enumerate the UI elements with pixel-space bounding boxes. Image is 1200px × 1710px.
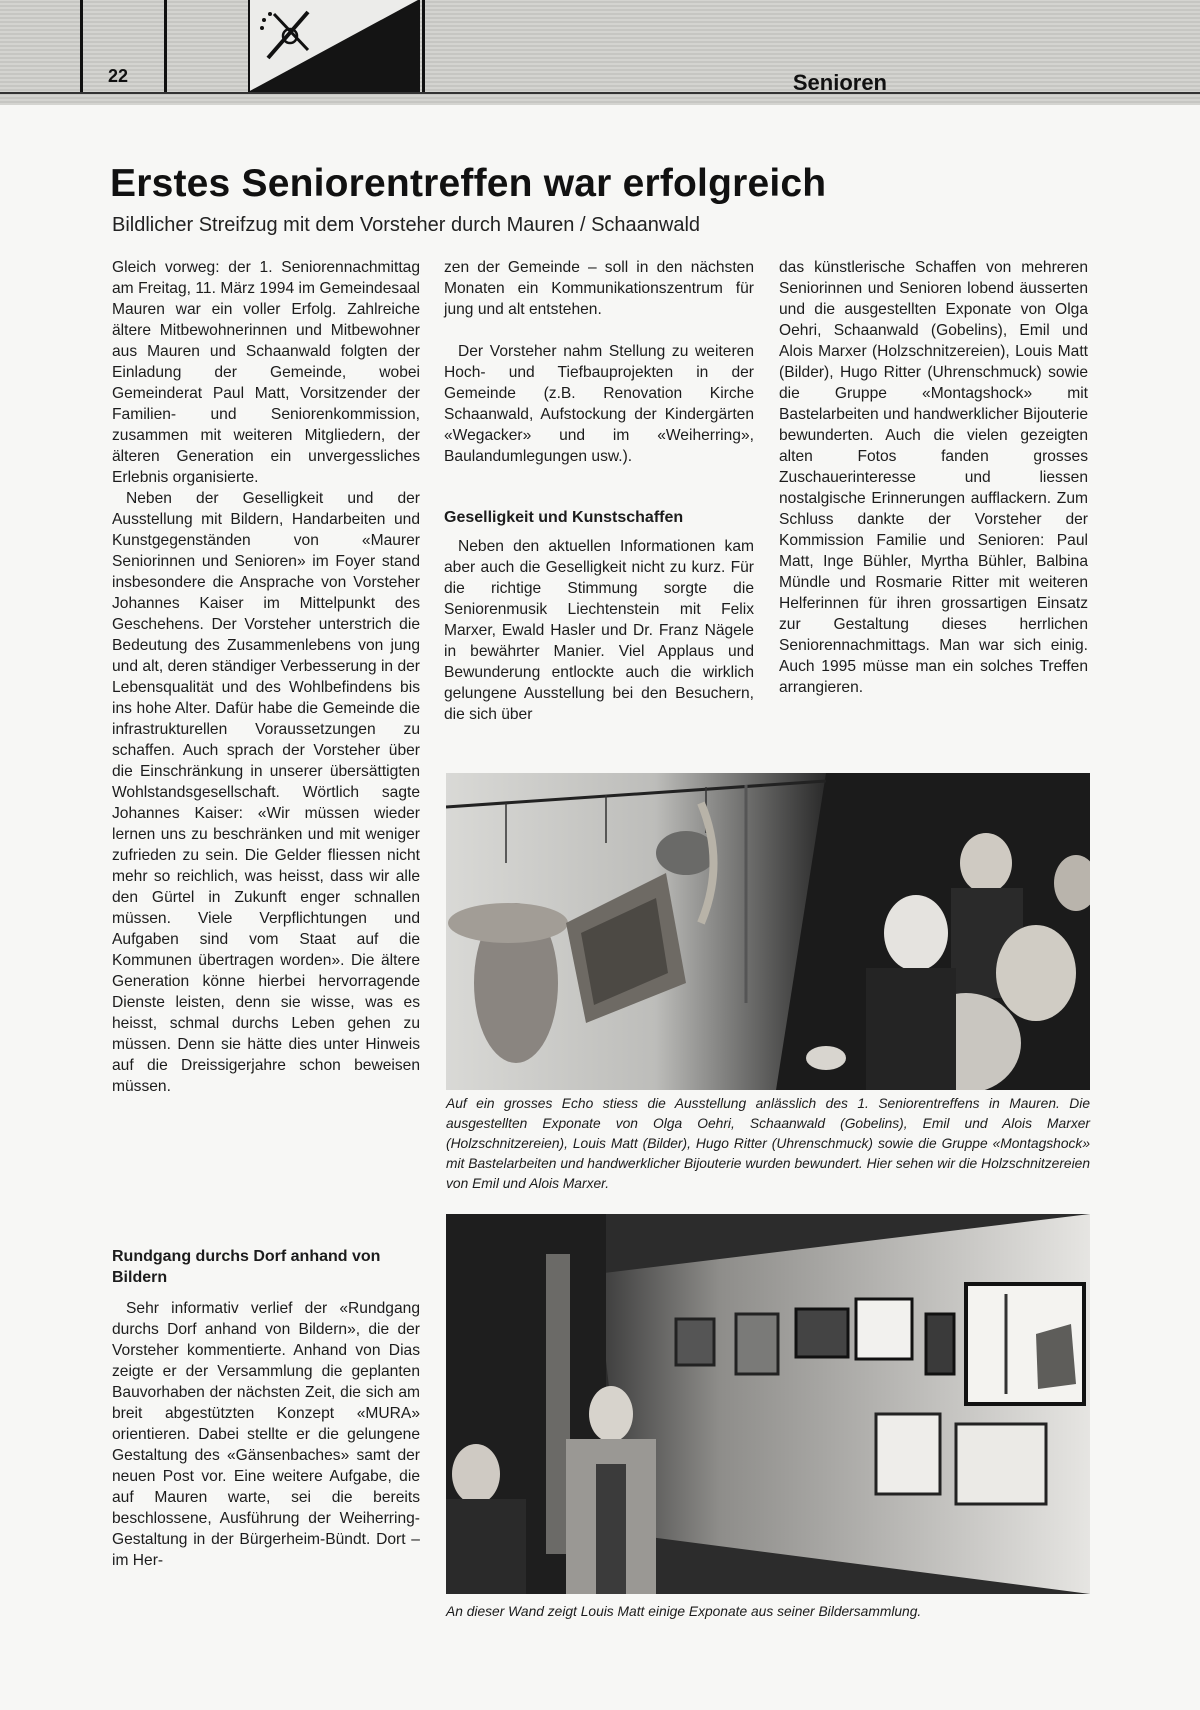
header-rule	[164, 0, 167, 92]
header-rule	[422, 0, 425, 92]
header-rule	[80, 0, 83, 92]
paragraph: Gleich vorweg: der 1. Seniorennachmittag am Freitag, 11. März 1994 im Gemeindesaal Mauren war ein voller Erfolg. Zahlreiche ältere Mitbewohnerinnen und Mitbewohner aus Mauren und Schaanwald folgten der Einladung der Gemeinde, wobei Gemeinderat Paul Matt, Vorsitzender der Familien- und Seniorenkommission, zusammen mit weiteren Mitgliedern, der älteren Generation ein unvergessliches Erlebnis organisierte.	[112, 259, 420, 486]
section-heading: Rundgang durchs Dorf anhand von Bildern	[112, 1248, 381, 1286]
paragraph: zen der Gemeinde – soll in den nächsten Monaten ein Kommunikationszentrum für jung und alt entstehen.	[444, 259, 754, 318]
article-column-1	[112, 257, 420, 1097]
section-heading: Geselligkeit und Kunstschaffen	[444, 509, 684, 526]
page-number: 22	[108, 66, 129, 86]
article-column-1-continued	[112, 1246, 420, 1571]
photo-wood-carvings-exhibition	[446, 773, 1090, 1090]
photo-caption: An dieser Wand zeigt Louis Matt einige Exponate aus seiner Bildersammlung.	[446, 1604, 922, 1619]
paragraph: Sehr informativ verlief der «Rundgang durchs Dorf anhand von Bildern», die der Vorsteher kommentierte. Anhand von Dias zeigte er der Versammlung die geplanten Bauvorhaben der nächsten Zeit, die sich am breit abgestützten Konzept «MURA» orientieren. Dabei stellte er die gelungene Gestaltung des «Gänsenbaches» samt der neuen Post vor. Eine weitere Aufgabe, die auf Mauren warte, sei die bereits beschlossene, Ausführung der Weiherring-Gestaltung in der Bürgerheim-Bündt. Dort – im Her-	[112, 1300, 420, 1569]
section-title: Senioren	[792, 70, 887, 95]
photo-paintings-wall	[446, 1214, 1090, 1594]
paragraph: Neben den aktuellen Informationen kam aber auch die Geselligkeit nicht zu kurz. Für die richtige Stimmung sorgte die Seniorenmusik Liechtenstein mit Felix Marxer, Ewald Hasler und Dr. Franz Nägele in bewährter Manier. Viel Applaus und Bewunderung entlockte auch die wirklich gelungene Ausstellung bei den Besuchern, die sich über	[444, 538, 754, 723]
article-column-2	[444, 257, 754, 725]
municipal-emblem-icon	[250, 0, 420, 92]
paragraph: Der Vorsteher nahm Stellung zu weiteren Hoch- und Tiefbauprojekten in der Gemeinde (z.B. Renovation Kirche Schaanwald, Aufstockung der Kindergärten «Wegacker» und im «Weiherring», Baulandumlegungen usw.).	[444, 343, 754, 465]
header-baseline	[0, 92, 1200, 94]
paragraph: Neben der Geselligkeit und der Ausstellung mit Bildern, Handarbeiten und Kunstgegenständen von «Maurer Seniorinnen und Senioren» im Foyer stand insbesondere die Ansprache von Vorsteher Johannes Kaiser im Mittelpunkt des Geschehens. Der Vorsteher unterstrich die Bedeutung des Zusammenlebens von jung und alt, deren ständiger Verbesserung in der Lebensqualität und des Wohlbefindens bis ins hohe Alter. Dafür habe die Gemeinde die infrastrukturellen Voraussetzungen zu schaffen. Auch sprach der Vorsteher über die Einschränkung in unserer übersättigten Wohlstandsgesellschaft. Wörtlich sagte Johannes Kaiser: «Wir müssen wieder lernen uns zu beschränken und mit weniger zufrieden zu sein. Die Gelder fliessen nicht mehr so reichlich, was heisst, dass wir alle den Gürtel in Zukunft enger schnallen müssen. Viele Verpflichtungen und Aufgaben sind vom Staat auf die Kommunen übertragen worden». Die ältere Generation könne hierbei hervorragende Dienste leisten, denn sie wisse, was es heisst, schmal durchs Leben gehen zu müssen. Denn sie hätte dies unter Hinweis auf die Dreissigerjahre schon beweisen müssen.	[112, 490, 420, 1095]
paragraph: das künstlerische Schaffen von mehreren Seniorinnen und Senioren lobend äusserten und die ausgestellten Exponate von Olga Oehri, Schaanwald (Gobelins), Emil und Alois Marxer (Holzschnitzereien), Louis Matt (Bilder), Hugo Ritter (Uhrenschmuck) sowie die Gruppe «Montagshock» mit Bastelarbeiten und handwerklicher Bijouterie bewunderten. Auch die vielen gezeigten alten Fotos fanden grosses Zuschauerinteresse und liessen nostalgische Erinnerungen aufflackern. Zum Schluss dankte der Vorsteher der Kommission Familie und Senioren: Paul Matt, Inge Bühler, Myrtha Bühler, Balbina Mündle und Rosmarie Ritter mit weiteren Helferinnen für ihren grossartigen Einsatz zur Gestaltung dieses herrlichen Seniorennachmittags. Man war sich einig. Auch 1995 müsse man ein solches Treffen arrangieren.	[779, 259, 1088, 696]
photo-caption: Auf ein grosses Echo stiess die Ausstellung anlässlich des 1. Seniorentreffens in Mauren. Die ausgestellten Exponate von Olga Oehri, Schaanwald (Gobelins), Emil und Alois Marxer (Holzschnitzereien), Louis Matt (Bilder), Hugo Ritter (Uhrenschmuck) sowie die Gruppe «Montagshock» mit Bastelarbeiten und handwerklicher Bijouterie wurden bewundert. Hier sehen wir die Holzschnitzereien von Emil und Alois Marxer.	[446, 1096, 1090, 1191]
header-band	[0, 0, 1200, 105]
article-headline: Erstes Seniorentreffen war erfolgreich	[110, 162, 827, 205]
article-subtitle: Bildlicher Streifzug mit dem Vorsteher durch Mauren / Schaanwald	[112, 214, 701, 236]
article-column-3	[779, 257, 1088, 698]
